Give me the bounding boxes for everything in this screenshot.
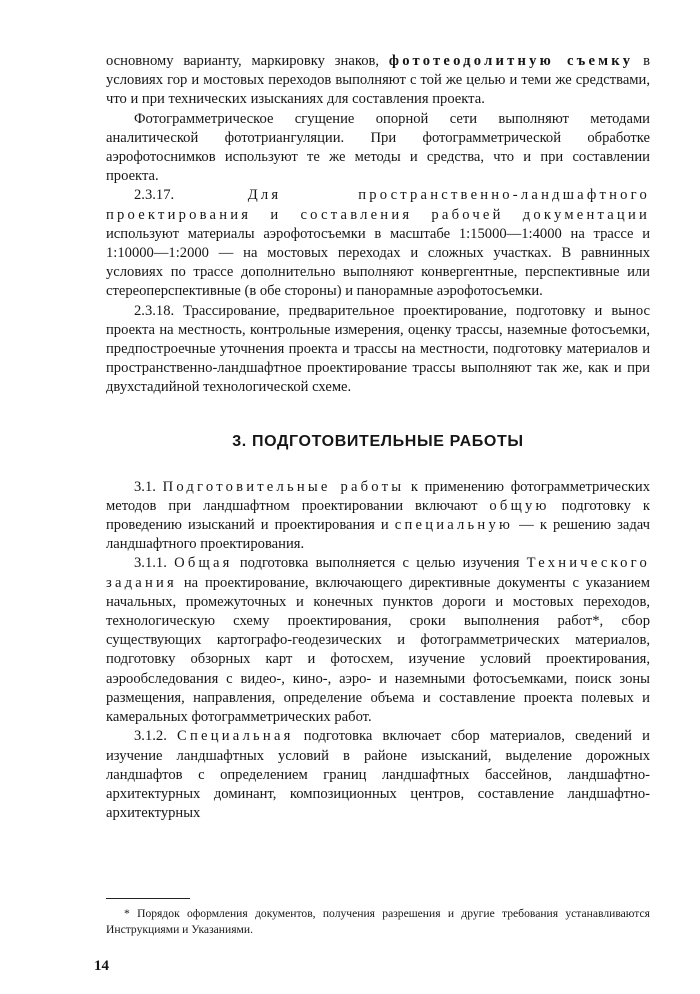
- text-run: подготовку к проведению изысканий и проектирования и: [106, 497, 650, 534]
- text-run: в условиях гор и мостовых переходов выполняют с той же целью и теми же средствами, что и при технических изысканиях для составления проекта.: [106, 53, 650, 108]
- page-number: 14: [94, 958, 109, 974]
- text-run: — к решению задач ландшафтного проектирования.: [106, 517, 650, 553]
- section-heading: 3. ПОДГОТОВИТЕЛЬНЫЕ РАБОТЫ: [232, 432, 524, 450]
- spaced-term: фототеодолитную съемку: [388, 53, 634, 69]
- footnote-text: * Порядок оформления документов, получения разрешения и другие требования устанавливаются Инструкциями и Указаниями.: [106, 907, 650, 936]
- text-run: к применению фотограмметрических методов при ландшафтном проектировании включают: [106, 478, 650, 514]
- text-run: 3.1.2.: [134, 728, 178, 745]
- text-run: 2.3.17.: [134, 187, 248, 204]
- main-text: [106, 52, 650, 823]
- paragraph-p0: [106, 52, 650, 110]
- text-run: подготовка выполняется с целью изучения: [232, 555, 527, 572]
- text-run: подготовка включает сбор материалов, сведений и изучение ландшафтных условий в районе изысканий, выделение дорожных ландшафтов с определением границ ландшафтных бассейнов, ландшафтно-архитектурных доминант, композиционных центров, составление ландшафтно-архитектурных: [106, 728, 650, 822]
- text-run: используют материалы аэрофотосъемки в масштабе 1:15000—1:4000 на трассе и 1:10000—1:2000 — на мостовых переходах и сложных участках. В равнинных условиях по трассе дополнительно выполняют конвергентные, перспективные или стереоперспективные (в обе стороны) и панорамные аэрофотосъемки.: [106, 225, 650, 300]
- paragraphs-top: [106, 52, 650, 398]
- text-run: 3.1.: [134, 478, 163, 495]
- paragraphs-bottom: [106, 478, 650, 824]
- spaced-term: Общая: [174, 555, 233, 572]
- footnote: [106, 906, 650, 938]
- footnote-divider: [106, 898, 190, 899]
- spaced-term: специальную: [394, 517, 514, 534]
- text-run: 2.3.18. Трассирование, предварительное проектирование, подготовку и вынос проекта на местность, контрольные измерения, оценку трассы, наземные фотосъемки, предпостроечные уточнения проекта и трассы на местности, подготовку материалов и пространственно-ландшафтное проектирование трассы выполняют так же, как и при двухстадийной технологической схеме.: [106, 302, 650, 396]
- paragraph-p2: [106, 186, 650, 301]
- paragraph-p6: [106, 727, 650, 823]
- paragraph-p4: [106, 478, 650, 555]
- spaced-term: Специальная: [177, 728, 294, 745]
- spaced-term: общую: [489, 497, 550, 514]
- spaced-term: Технического задания: [106, 555, 650, 591]
- spaced-term: Подготовительные работы: [162, 478, 405, 495]
- text-run: основному варианту, маркировку знаков,: [106, 53, 389, 69]
- spaced-term: Для пространственно-ландшафтного проектирования и составления рабочей документации: [106, 187, 650, 223]
- paragraph-p1: [106, 110, 650, 187]
- text-run: 3.1.1.: [134, 555, 175, 572]
- text-run: на проектирование, включающего директивные документы с указанием начальных, промежуточных и конечных пунктов дороги и мостовых переходов, технологическую схему проектирования, сроки выполнения работ*, сбор существующих картографо-геодезических и фотограмметрических материалов, подготовку обзорных карт и фотосхем, изучение условий проектирования, аэрообследования с видео-, кино-, аэро- и наземными фотосъемками, поиск зоны размещения, направления, определение объема и составление проекта полевых и камеральных фотограмметрических работ.: [106, 574, 650, 726]
- paragraph-p3: [106, 302, 650, 398]
- text-run: Фотограмметрическое сгущение опорной сети выполняют методами аналитической фототриангуляции. При фотограмметрической обработке аэрофотоснимков используют те же методы и средства, что и при составлении проекта.: [106, 110, 650, 185]
- paragraph-p5: [106, 554, 650, 727]
